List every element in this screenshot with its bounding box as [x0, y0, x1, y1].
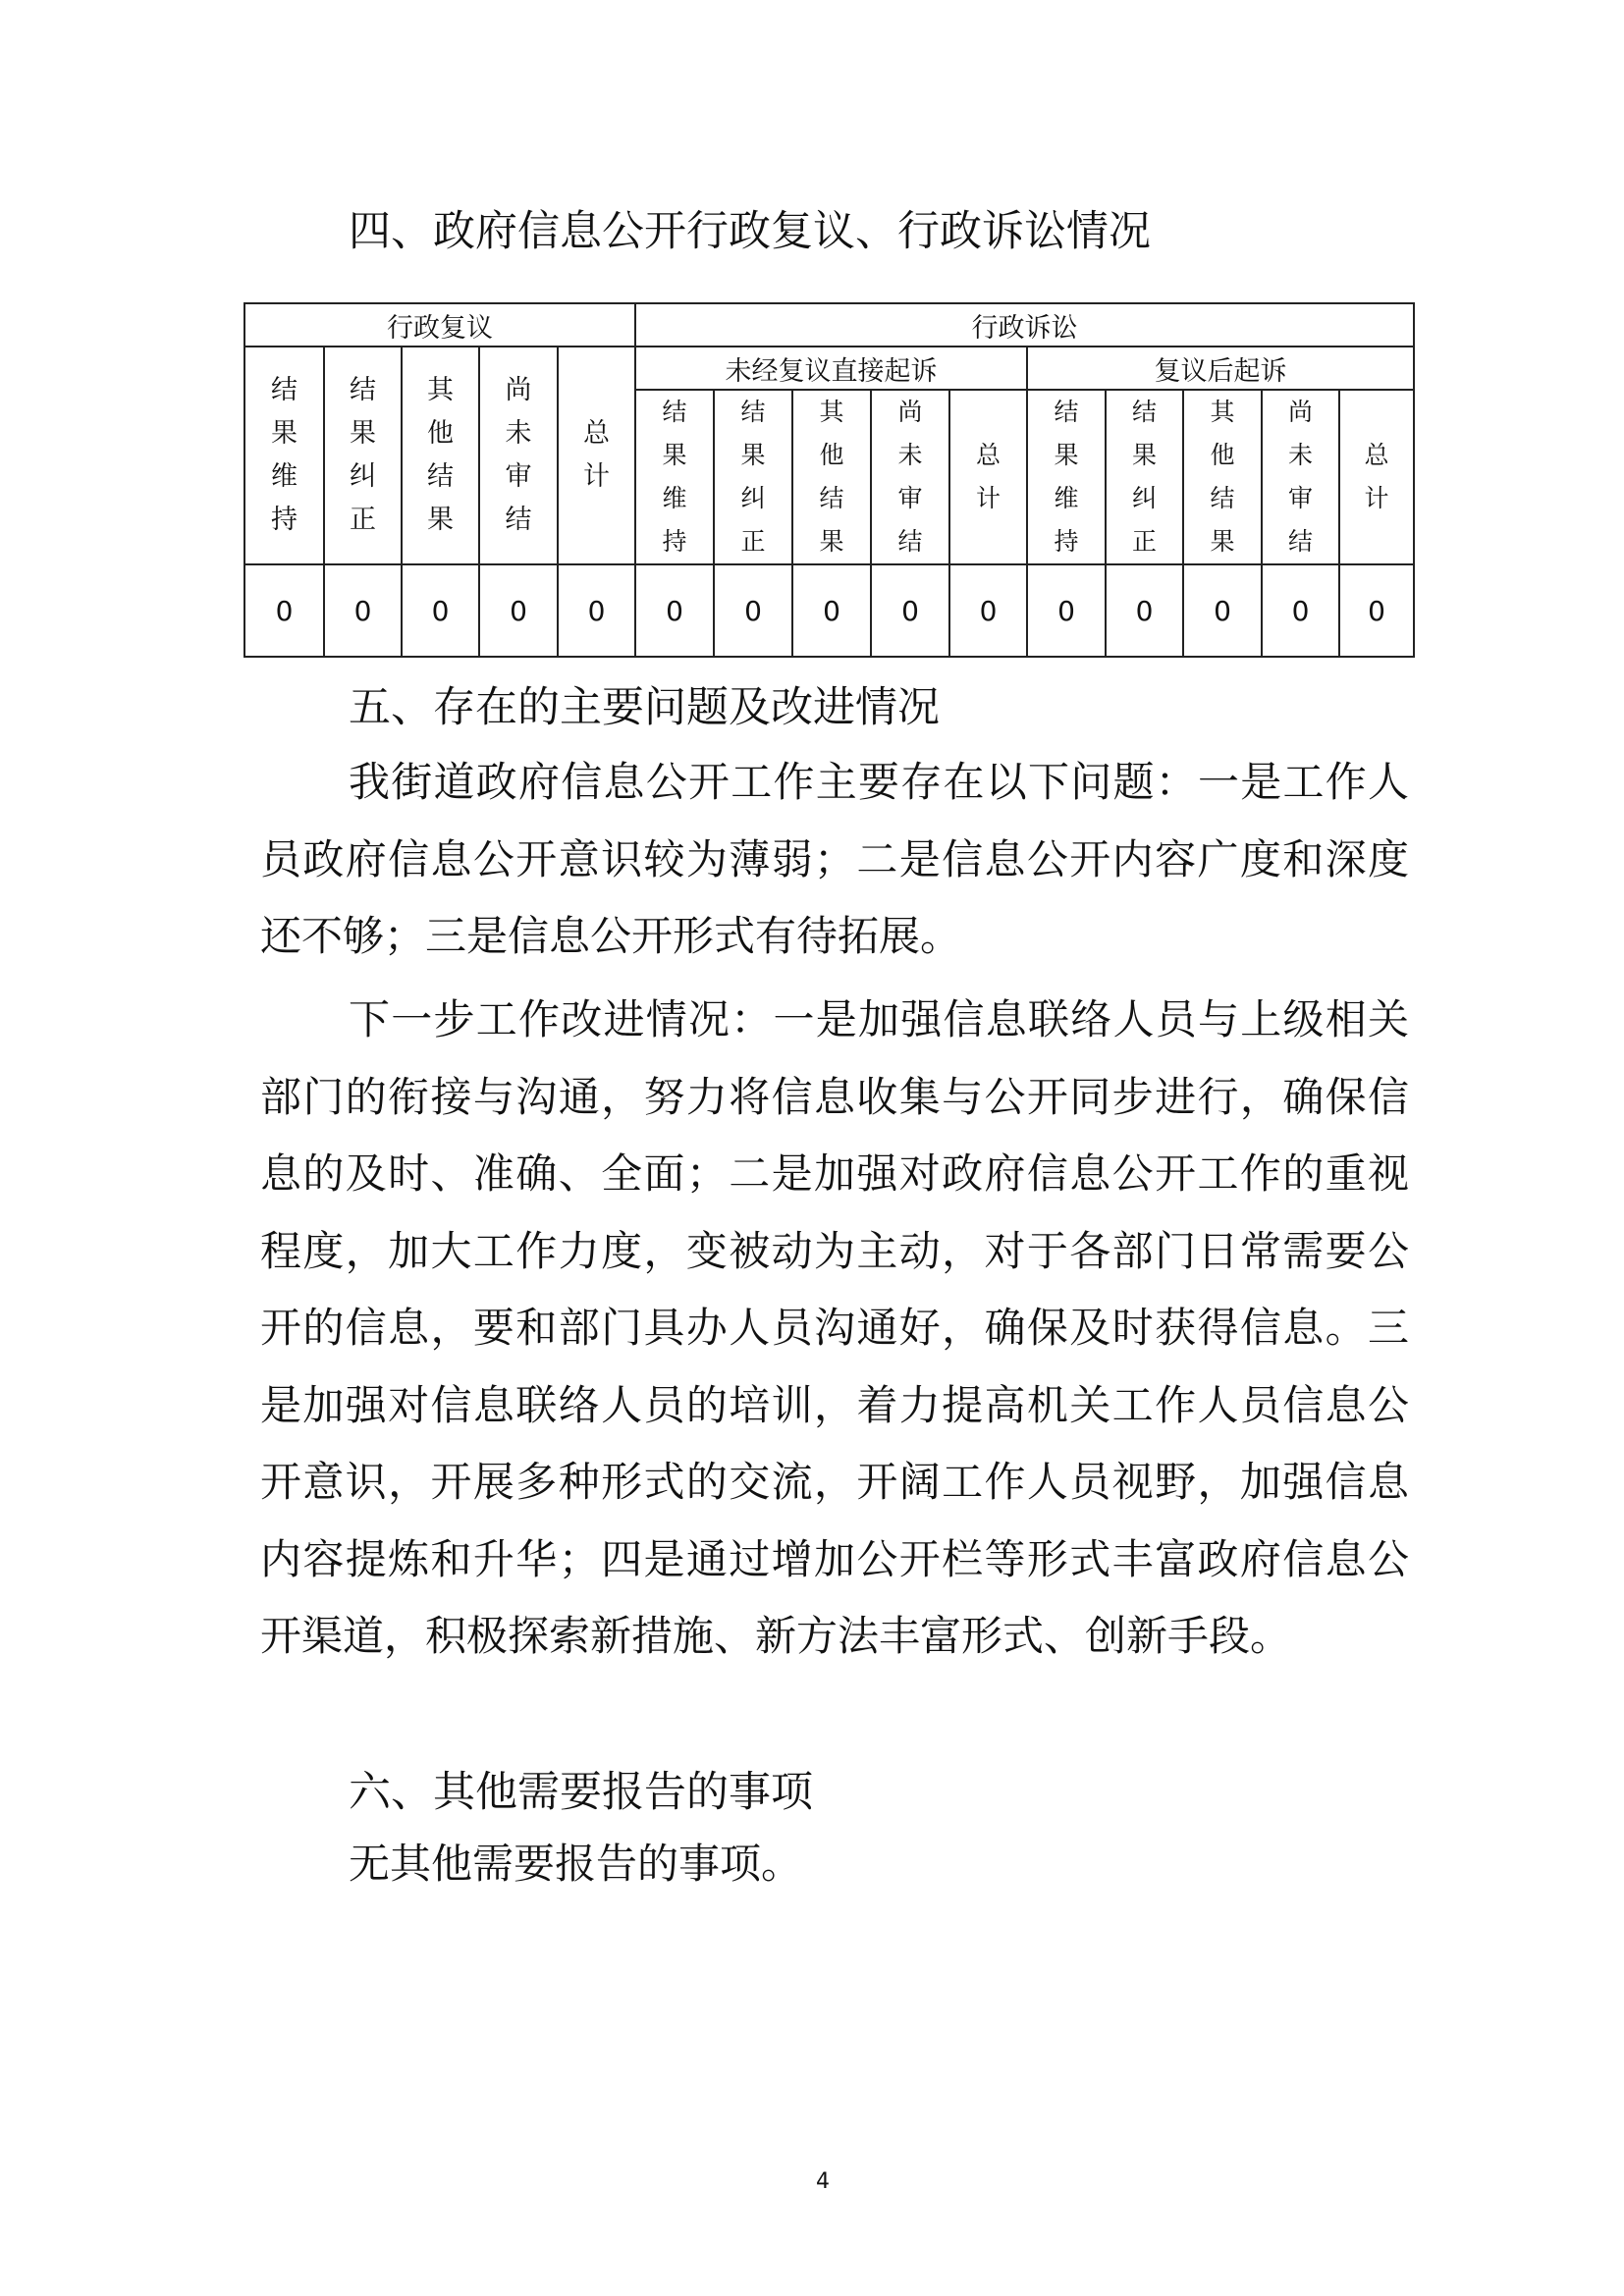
table-cell-value: 0: [871, 564, 949, 657]
review-litigation-table: [244, 302, 1415, 658]
other-matters-paragraph: 无其他需要报告的事项。: [349, 1840, 803, 1888]
table-cell-value: 0: [402, 564, 479, 657]
table-cell-value: 0: [479, 564, 558, 657]
table-cell-value: 0: [1262, 564, 1339, 657]
table-cell-value: 0: [1339, 564, 1414, 657]
after-col-total: 总计: [1339, 390, 1414, 564]
table-cell-value: 0: [1183, 564, 1262, 657]
table-cell-value: 0: [1027, 564, 1106, 657]
review-col-corrected: 结果纠正: [324, 347, 402, 564]
section-5-heading: 五、存在的主要问题及改进情况: [349, 683, 940, 732]
review-col-other: 其他结果: [402, 347, 479, 564]
table-cell-value: 0: [635, 564, 714, 657]
table-cell-value: 0: [1106, 564, 1183, 657]
after-col-pending: 尚未审结: [1262, 390, 1339, 564]
admin-review-header: 行政复议: [244, 303, 635, 347]
table-cell-value: 0: [244, 564, 324, 657]
table-cell-value: 0: [714, 564, 792, 657]
review-col-total: 总计: [558, 347, 635, 564]
after-col-corrected: 结果纠正: [1106, 390, 1183, 564]
section-4-heading: 四、政府信息公开行政复议、行政诉讼情况: [349, 207, 1151, 256]
review-col-pending: 尚未审结: [479, 347, 558, 564]
table-cell-value: 0: [949, 564, 1027, 657]
direct-col-pending: 尚未审结: [871, 390, 949, 564]
direct-col-corrected: 结果纠正: [714, 390, 792, 564]
direct-col-total: 总计: [949, 390, 1027, 564]
problems-paragraph: 我街道政府信息公开工作主要存在以下问题：一是工作人员政府信息公开意识较为薄弱；二是信息公开内容广度和深度还不够；三是信息公开形式有待拓展。: [260, 758, 1409, 960]
table-cell-value: 0: [558, 564, 635, 657]
after-col-upheld: 结果维持: [1027, 390, 1106, 564]
direct-col-upheld: 结果维持: [635, 390, 714, 564]
table-cell-value: 0: [792, 564, 871, 657]
improvements-paragraph: 下一步工作改进情况：一是加强信息联络人员与上级相关部门的衔接与沟通，努力将信息收集与公开同步进行，确保信息的及时、准确、全面；二是加强对政府信息公开工作的重视程度，加大工作力度，变被动为主动，对于各部门日常需要公开的信息，要和部门具办人员沟通好，确保及时获得信息。三是加强对信息联络人员的培训，着力提高机关工作人员信息公开意识，开展多种形式的交流，开阔工作人员视野，加强信息内容提炼和升华；四是通过增加公开栏等形式丰富政府信息公开渠道，积极探索新措施、新方法丰富形式、创新手段。: [260, 995, 1409, 1660]
after-col-other: 其他结果: [1183, 390, 1262, 564]
admin-litigation-header: 行政诉讼: [635, 303, 1414, 347]
table-cell-value: 0: [324, 564, 402, 657]
section-6-heading: 六、其他需要报告的事项: [349, 1768, 813, 1817]
page-number: 4: [816, 2169, 830, 2194]
review-col-upheld: 结果维持: [244, 347, 324, 564]
direct-col-other: 其他结果: [792, 390, 871, 564]
direct-suit-header: 未经复议直接起诉: [635, 347, 1027, 390]
after-review-header: 复议后起诉: [1027, 347, 1414, 390]
